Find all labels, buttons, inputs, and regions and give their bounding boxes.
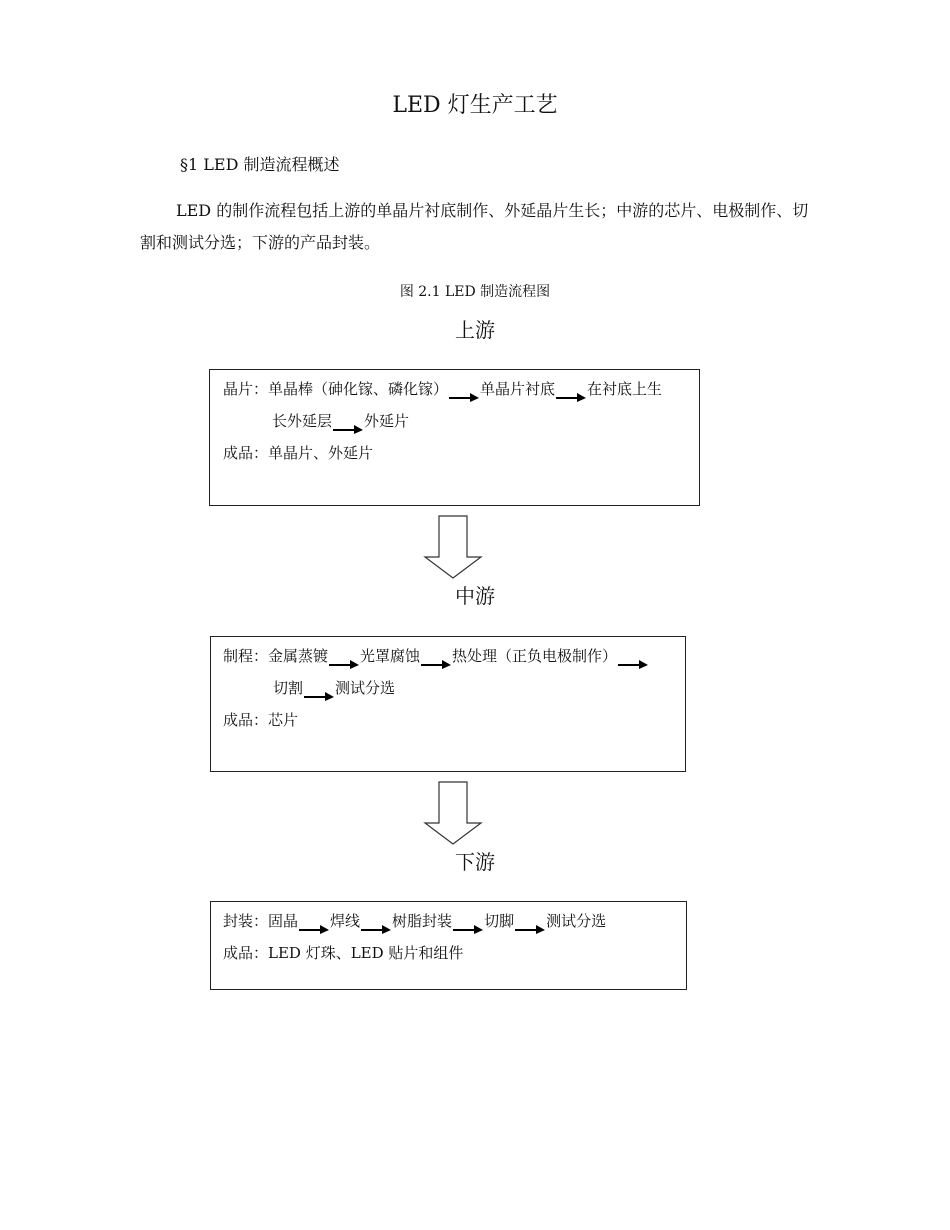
arrow-down-icon: [423, 781, 483, 845]
downstream-step: 树脂封装: [392, 912, 453, 930]
upstream-line-1: [223, 379, 662, 399]
midstream-step: 光罩腐蚀: [360, 647, 421, 665]
downstream-line-1: [223, 911, 606, 931]
upstream-step: 单晶片衬底: [480, 380, 556, 398]
arrow-right-icon: [329, 656, 359, 670]
upstream-product-prefix: 成品：: [223, 444, 269, 462]
document-title: LED 灯生产工艺: [392, 93, 558, 118]
midstream-step: 测试分选: [335, 679, 396, 697]
arrow-right-icon: [421, 656, 451, 670]
upstream-product: 单晶片、外延片: [268, 444, 374, 462]
stage-label-upstream: 上游: [455, 318, 495, 342]
downstream-step: 固晶: [268, 912, 299, 930]
arrow-right-icon: [304, 688, 334, 702]
midstream-step: 金属蒸镀: [268, 647, 329, 665]
upstream-line-2: [272, 411, 409, 431]
downstream-product-prefix: 成品：: [223, 944, 269, 962]
midstream-step: 切割: [273, 679, 304, 697]
arrow-right-icon: [556, 389, 586, 403]
downstream-box: [210, 901, 687, 990]
figure-caption: 图 2.1 LED 制造流程图: [399, 284, 551, 300]
arrow-right-icon: [515, 921, 545, 935]
upstream-step: 外延片: [364, 412, 410, 430]
upstream-box: [209, 369, 700, 506]
midstream-prefix: 制程：: [223, 647, 269, 665]
downstream-step: 测试分选: [546, 912, 607, 930]
upstream-line-3: [223, 443, 373, 463]
midstream-step: 热处理（正负电极制作）: [452, 647, 618, 665]
section-heading: §1 LED 制造流程概述: [180, 155, 340, 174]
upstream-step: 在衬底上生: [587, 380, 663, 398]
downstream-step: 切脚: [484, 912, 515, 930]
arrow-right-icon: [449, 389, 479, 403]
midstream-line-2: [273, 678, 395, 698]
stage-label-midstream: 中游: [455, 584, 495, 608]
upstream-prefix: 晶片：: [223, 380, 269, 398]
downstream-step: 焊线: [330, 912, 361, 930]
downstream-prefix: 封装：: [223, 912, 269, 930]
intro-paragraph: LED 的制作流程包括上游的单晶片衬底制作、外延晶片生长；中游的芯片、电极制作、切割和测试分选；下游的产品封装。: [140, 201, 809, 252]
arrow-right-icon: [299, 921, 329, 935]
arrow-down-icon: [423, 515, 483, 579]
upstream-step: 长外延层: [272, 412, 333, 430]
stage-label-downstream: 下游: [455, 850, 495, 874]
downstream-product: LED 灯珠、LED 贴片和组件: [268, 944, 464, 962]
midstream-line-3: [223, 710, 298, 730]
arrow-right-icon: [361, 921, 391, 935]
arrow-right-icon: [333, 421, 363, 435]
downstream-line-2: [223, 943, 463, 963]
upstream-step: 单晶棒（砷化镓、磷化镓）: [268, 380, 449, 398]
midstream-line-1: [223, 646, 649, 666]
midstream-product: 芯片: [268, 711, 299, 729]
arrow-right-icon: [453, 921, 483, 935]
midstream-product-prefix: 成品：: [223, 711, 269, 729]
midstream-box: [210, 636, 686, 772]
arrow-right-icon: [618, 656, 648, 670]
